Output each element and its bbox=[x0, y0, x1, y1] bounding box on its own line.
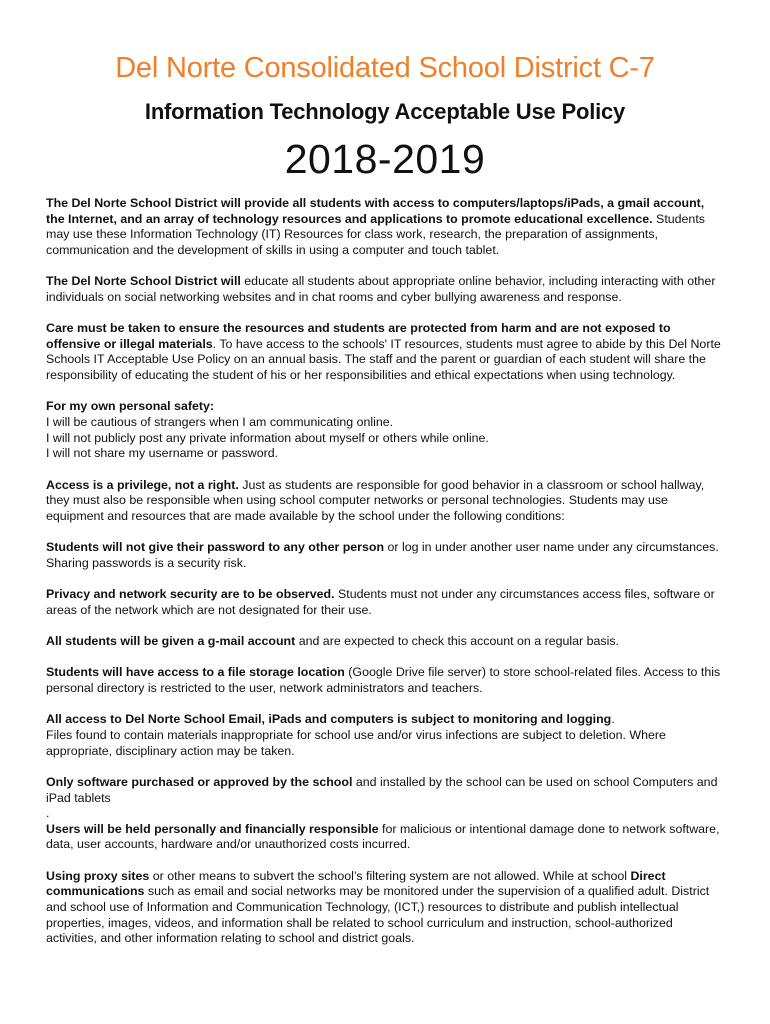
paragraph-monitoring bbox=[46, 712, 724, 759]
paragraph-text: . To have access to the schools' IT resources, students must agree to abide by this Del Norte Schools IT Acceptable Use Policy on an annual basis. The staff and the parent or guardian of each student will share the responsibility of educating the student of his or her responsibilities and ethical expectations when using technology. bbox=[46, 336, 721, 382]
paragraph-text: and are expected to check this account on a regular basis. bbox=[295, 634, 619, 649]
paragraph-text: educate all students about appropriate online behavior, including interacting with other individuals on social networking websites and in chat rooms and cyber bullying awareness and response. bbox=[46, 274, 716, 304]
bold-lead: Only software purchased or approved by the school bbox=[46, 775, 353, 789]
paragraph-access-provision bbox=[46, 196, 724, 258]
paragraph-software bbox=[46, 775, 724, 822]
school-year: 2018-2019 bbox=[284, 136, 486, 182]
paragraph-text: or log in under another user name under any circumstances. Sharing passwords is a security risk. bbox=[46, 540, 719, 570]
paragraph-text: (Google Drive file server) to store school-related files. Access to this personal directory is restricted to the user, network administrators and teachers. bbox=[46, 665, 721, 696]
bold-lead: Students will have access to a file storage location bbox=[46, 665, 345, 680]
paragraph-personal-safety bbox=[46, 399, 724, 461]
bold-lead: Users will be held personally and financially responsible bbox=[46, 821, 379, 836]
paragraph-text: Students must not under any circumstances access files, software or areas of the network which are not designated for their use. bbox=[46, 587, 715, 617]
paragraph-text: . bbox=[611, 712, 615, 727]
paragraph-care bbox=[46, 321, 724, 383]
paragraph-text: Students may use these Information Technology (IT) Resources for class work, research, the preparation of assignments, communication and the development of skills in using a computer and touch tablet. bbox=[46, 211, 705, 257]
paragraph-file-storage bbox=[46, 665, 724, 696]
paragraph-privilege bbox=[46, 478, 724, 525]
safety-line: I will not publicly post any private information about myself or others while online. bbox=[46, 430, 489, 445]
paragraph-text: or other means to subvert the school’s filtering system are not allowed. While at school bbox=[149, 868, 631, 883]
bold-lead: All students will be given a g-mail account bbox=[46, 634, 296, 649]
bold-lead: Privacy and network security are to be observed. bbox=[46, 587, 335, 602]
paragraph-text: and installed by the school can be used on school Computers and iPad tablets bbox=[46, 775, 718, 805]
bold-lead: Using proxy sites bbox=[46, 868, 150, 883]
bold-lead: Access is a privilege, not a right. bbox=[46, 477, 239, 492]
paragraph-text: such as email and social networks may be monitored under the supervision of a qualified adult. District and school use of Information and Communication Technology, (ICT,) resources to distribute and publish intellectual properties, images, videos, and information shall be related to school curriculum and instruction, school-authorized activities, and other information relating to school and district goals. bbox=[46, 884, 710, 946]
stray-period: . bbox=[46, 806, 50, 821]
bold-lead: Care must be taken to ensure the resources and students are protected from harm and are not exposed to offensive or illegal materials bbox=[46, 321, 671, 351]
bold-inline: Direct communications bbox=[46, 868, 666, 899]
paragraph-text: Files found to contain materials inappropriate for school use and/or virus infections are subject to deletion. Where appropriate, disciplinary action may be taken. bbox=[46, 728, 666, 758]
paragraph-text: for malicious or intentional damage done to network software, data, user accounts, hardware and/or unauthorized costs incurred. bbox=[46, 821, 720, 852]
paragraph-proxy bbox=[46, 869, 724, 947]
bold-lead: All access to Del Norte School Email, iPads and computers is subject to monitoring and logging bbox=[46, 712, 612, 727]
paragraph-responsibility bbox=[46, 822, 724, 853]
safety-line: I will be cautious of strangers when I am communicating online. bbox=[46, 414, 394, 429]
paragraph-password bbox=[46, 540, 724, 571]
bold-lead: The Del Norte School District will provide all students with access to computers/laptops/iPads, a gmail account, the Internet, and an array of technology resources and applications to promote educational excellence. bbox=[46, 196, 705, 226]
paragraph-education bbox=[46, 274, 724, 305]
paragraph-privacy bbox=[46, 587, 724, 618]
bold-lead: For my own personal safety: bbox=[46, 399, 214, 414]
paragraph-text: Just as students are responsible for good behavior in a classroom or school hallway, they must also be responsible when using school computer networks or personal technologies. Students may use equipment and resources that are made available by the school under the following conditions: bbox=[46, 477, 705, 523]
bold-lead: The Del Norte School District will bbox=[46, 274, 241, 289]
bold-lead: Students will not give their password to any other person bbox=[46, 540, 385, 555]
policy-title: Information Technology Acceptable Use Policy bbox=[144, 99, 626, 124]
policy-body bbox=[46, 196, 724, 947]
district-name: Del Norte Consolidated School District C-7 bbox=[115, 52, 655, 84]
paragraph-gmail bbox=[46, 634, 724, 650]
safety-line: I will not share my username or password. bbox=[46, 446, 279, 461]
